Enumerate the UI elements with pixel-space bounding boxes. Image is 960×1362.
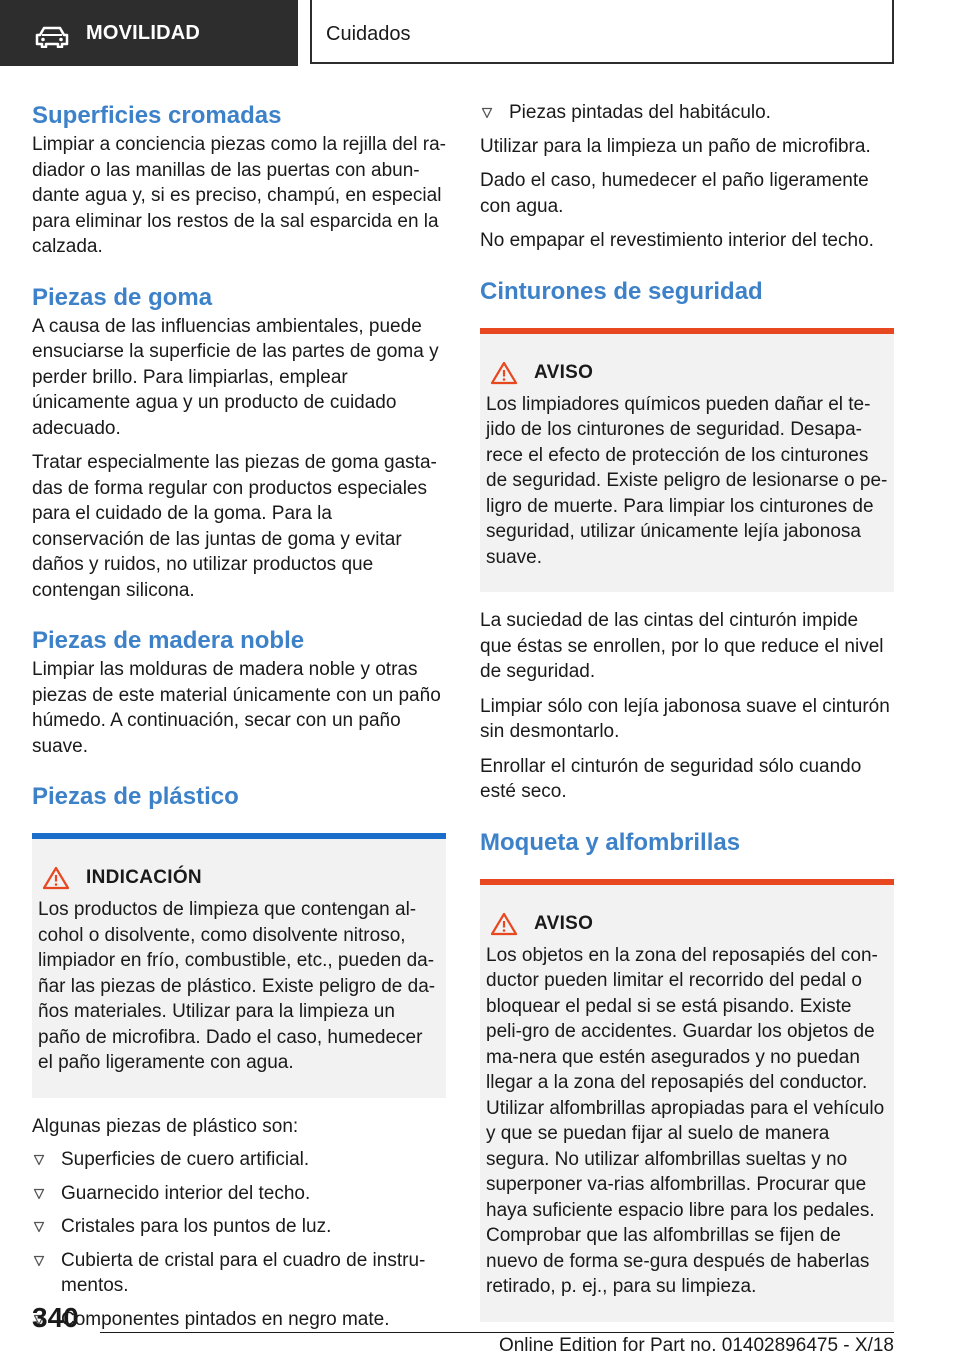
notice-belts-text: Los limpiadores químicos pueden dañar el te-jido de los cinturones de seguridad. Desapa-rece el efecto de protección de los cinturones de seguridad. Existe peligro de lesionarse o pe-ligro de muerte. Para limpiar los cinturones de seguridad, utilizar únicamente lejía jabonosa suave. [486,393,888,568]
paragraph-cont-1: Utilizar para la limpieza un paño de microfibra. [480,135,871,157]
list-item: Superficies de cuero artificial. [32,1147,446,1173]
notice-carpet-text: Los objetos en la zona del reposapiés del con-ductor pueden limitar el recorrido del pedal o bloquear el pedal si se está pisando. Existe peli-gro de accidentes. Guardar los objetos de ma-nera que estén asegurados y no puedan llegar a la zona del reposapiés del conductor. Utilizar alfombrillas apropiadas para el vehículo y que se puedan fijar al suelo de manera segura. No utilizar alfombrillas sueltas y no superponer va-rias alfombrillas. Procurar que haya suficiente espacio libre para los pedales. Comprobar que las alfombrillas se fijen de nuevo de forma se-gura después de haberlas retirado, p. ej., para su limpieza. [486,944,885,1297]
triangle-bullet-icon [33,1221,45,1233]
paragraph-rubber-1: A causa de las influencias ambientales, puede ensuciarse la superficie de las partes de goma y perder brillo. Para limpiarlas, emplear únicamente agua y un producto de cuidado adecuado. [32,315,439,439]
section-label: MOVILIDAD [86,22,201,44]
chapter-tab [310,0,894,64]
notice-plastic-text: Los productos de limpieza que contengan al-cohol o disolvente, como disolvente nitroso, limpiador en frío, combustible, etc., pueden da-ñar las piezas de plástico. Existe peligro de da-ños materiales. Utilizar para la limpieza un paño de microfibra. Dado el caso, humedecer el paño ligeramente con agua. [38,899,436,1073]
notice-belts-title: AVISO [534,361,594,383]
edition-text: Online Edition for Part no. 01402896475 - X/18 [498,1335,894,1356]
paragraph-cont-2: Dado el caso, humedecer el paño ligeramente con agua. [480,170,869,217]
section-tab [0,0,298,66]
heading-plastic: Piezas de plástico [32,783,239,810]
notice-plastic [32,833,446,1098]
page-number: 340 [32,1302,79,1333]
footer-divider [100,1332,894,1333]
paragraph-rubber-2: Tratar especialmente las piezas de goma gasta-das de forma regular con productos especiales para el cuidado de la goma. Para la conservación de las juntas de goma y evitar daños y ruidos, no utilizar productos que contengan silicona. [32,452,437,601]
triangle-bullet-icon [481,107,493,119]
list-item: Piezas pintadas del habitáculo. [480,100,894,126]
list-item: Componentes pintados en negro mate. [32,1307,446,1333]
page-footer [0,1298,960,1362]
paragraph-belts-2: Limpiar sólo con lejía jabonosa suave el cinturón sin desmontarlo. [480,695,890,742]
warning-triangle-icon [490,912,518,936]
list-item: Cristales para los puntos de luz. [32,1214,446,1240]
page-header [0,0,960,66]
warning-triangle-icon [490,361,518,385]
paragraph-belts-3: Enrollar el cinturón de seguridad sólo cuando esté seco. [480,755,862,802]
car-icon [34,26,70,48]
notice-carpet-title: AVISO [534,912,594,934]
notice-belts [480,328,894,593]
paragraph-plastic-intro: Algunas piezas de plástico son: [32,1115,299,1137]
paragraph-cont-3: No empapar el revestimiento interior del techo. [480,230,874,251]
triangle-bullet-icon [33,1154,45,1166]
notice-carpet [480,879,894,1322]
heading-belts: Cinturones de seguridad [480,277,763,305]
triangle-bullet-icon [33,1255,45,1267]
paragraph-belts-1: La suciedad de las cintas del cinturón impide que éstas se enrollen, por lo que reduce el nivel de seguridad. [480,610,884,682]
right-column [480,100,894,1322]
left-column [32,100,446,1340]
heading-wood: Piezas de madera noble [32,627,305,654]
notice-plastic-title: INDICACIÓN [86,867,202,888]
heading-rubber: Piezas de goma [32,283,213,311]
heading-carpet: Moqueta y alfombrillas [480,828,741,856]
heading-chrome: Superficies cromadas [32,102,282,129]
warning-triangle-icon [42,866,70,890]
list-item: Cubierta de cristal para el cuadro de instru-mentos. [32,1248,446,1299]
plastic-list-continued [480,100,894,126]
paragraph-chrome: Limpiar a conciencia piezas como la rejilla del ra-diador o las manillas de las puertas con abun-dante agua y, si es preciso, champú, en especial para eliminar los restos de la sal esparcida en la calzada. [32,134,446,257]
triangle-bullet-icon [33,1188,45,1200]
chapter-label: Cuidados [326,23,411,45]
list-item: Guarnecido interior del techo. [32,1181,446,1207]
paragraph-wood: Limpiar las molduras de madera noble y otras piezas de este material únicamente con un paño húmedo. A continuación, secar con un paño suave. [32,659,441,757]
